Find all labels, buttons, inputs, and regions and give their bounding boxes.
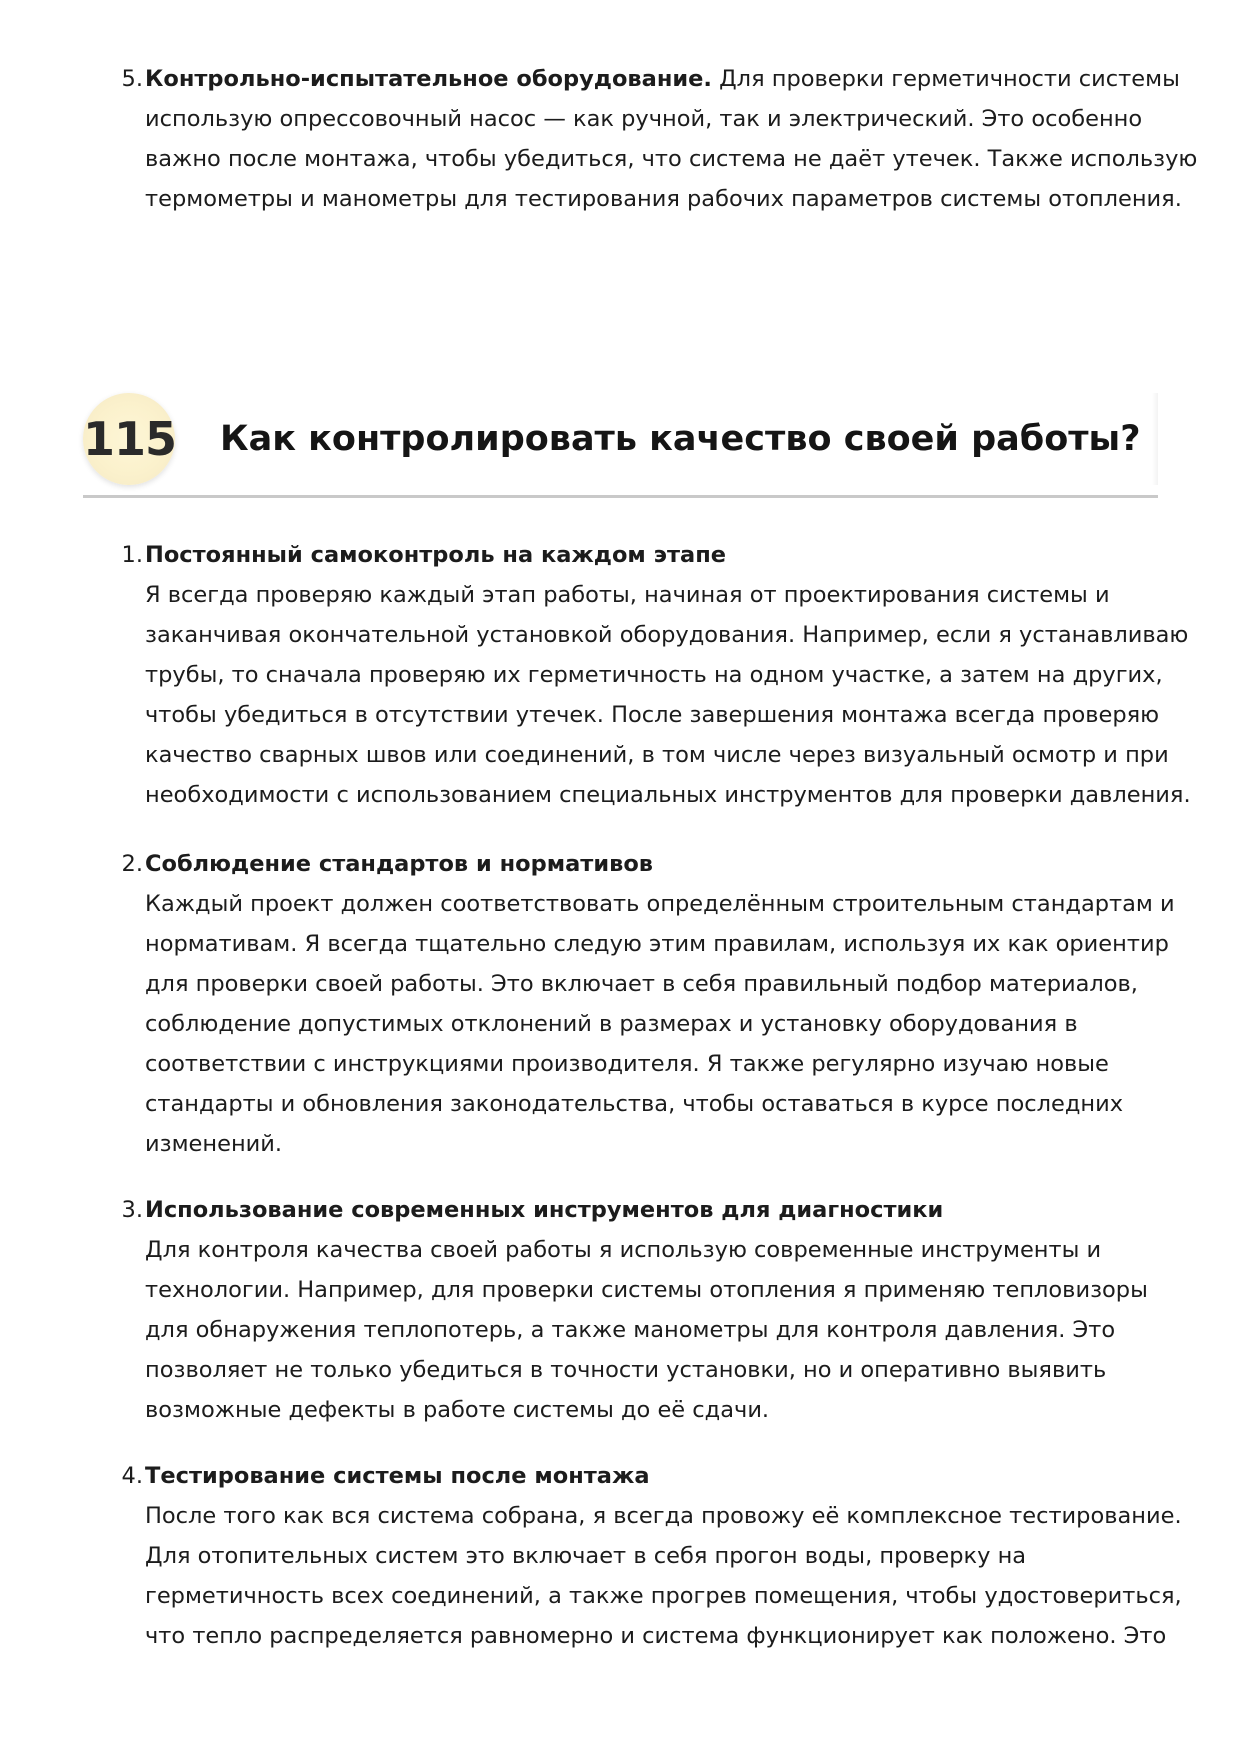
list-item-number: 3. xyxy=(121,1197,143,1223)
list-item-text: что тепло распределяется равномерно и система функционирует как положено. Это xyxy=(145,1623,1167,1649)
list-item-text: Каждый проект должен соответствовать определённым строительным стандартам и xyxy=(145,891,1175,917)
list-item-text: важно после монтажа, чтобы убедиться, что система не даёт утечек. Также использую xyxy=(145,146,1198,172)
list-item-text: технологии. Например, для проверки системы отопления я применяю тепловизоры xyxy=(145,1277,1148,1303)
list-item-number: 4. xyxy=(121,1463,143,1489)
list-item-first-line xyxy=(145,59,1180,99)
list-item xyxy=(121,1190,1165,1430)
list-item-text: После того как вся система собрана, я всегда провожу её комплексное тестирование. xyxy=(145,1503,1182,1529)
list-item-text: Для проверки герметичности системы xyxy=(711,66,1180,92)
section-divider xyxy=(83,495,1158,498)
list-item-title: Постоянный самоконтроль на каждом этапе xyxy=(145,542,727,568)
list-item-title: Тестирование системы после монтажа xyxy=(145,1463,650,1489)
list-item-text: чтобы убедиться в отсутствии утечек. После завершения монтажа всегда проверяю xyxy=(145,702,1160,728)
list-item-title: Контрольно-испытательное оборудование. xyxy=(145,66,712,92)
list-item-text: соблюдение допустимых отклонений в размерах и установку оборудования в xyxy=(145,1011,1078,1037)
list-item xyxy=(121,844,1175,1164)
list-item-text: возможные дефекты в работе системы до её сдачи. xyxy=(145,1397,770,1423)
list-item-text: соответствии с инструкциями производителя. Я также регулярно изучаю новые xyxy=(145,1051,1109,1077)
list-item xyxy=(121,535,1191,815)
section-title: Как контролировать качество своей работы? xyxy=(220,419,1141,459)
list-item-text: Для контроля качества своей работы я использую современные инструменты и xyxy=(145,1237,1102,1263)
list-item-text: трубы, то сначала проверяю их герметичность на одном участке, а затем на других, xyxy=(145,662,1163,688)
list-item-text: Для отопительных систем это включает в себя прогон воды, проверку на xyxy=(145,1543,1027,1569)
list-item-text: изменений. xyxy=(145,1131,283,1157)
list-item-text: необходимости с использованием специальных инструментов для проверки давления. xyxy=(145,782,1191,808)
list-item-number: 5. xyxy=(121,66,143,92)
list-item xyxy=(121,59,1198,219)
list-item-text: Я всегда проверяю каждый этап работы, начиная от проектирования системы и xyxy=(145,582,1110,608)
list-item-text: нормативам. Я всегда тщательно следую этим правилам, используя их как ориентир xyxy=(145,931,1169,957)
list-item-text: стандарты и обновления законодательства, чтобы оставаться в курсе последних xyxy=(145,1091,1124,1117)
list-item-text: позволяет не только убедиться в точности установки, но и оперативно выявить xyxy=(145,1357,1107,1383)
list-item-number: 1. xyxy=(121,542,143,568)
list-item-title: Использование современных инструментов для диагностики xyxy=(145,1197,944,1223)
list-item-text: для проверки своей работы. Это включает в себя правильный подбор материалов, xyxy=(145,971,1138,997)
list-item-title: Соблюдение стандартов и нормативов xyxy=(145,851,654,877)
list-item-text: герметичность всех соединений, а также прогрев помещения, чтобы удостовериться, xyxy=(145,1583,1182,1609)
list-item-text: термометры и манометры для тестирования рабочих параметров системы отопления. xyxy=(145,186,1182,212)
list-item xyxy=(121,1456,1182,1656)
section-header xyxy=(83,385,1158,500)
section-number: 115 xyxy=(83,412,177,466)
header-shade xyxy=(1152,393,1158,485)
list-item-number: 2. xyxy=(121,851,143,877)
list-item-text: использую опрессовочный насос — как ручной, так и электрический. Это особенно xyxy=(145,106,1143,132)
list-item-text: качество сварных швов или соединений, в том числе через визуальный осмотр и при xyxy=(145,742,1169,768)
list-item-text: для обнаружения теплопотерь, а также манометры для контроля давления. Это xyxy=(145,1317,1116,1343)
list-item-text: заканчивая окончательной установкой оборудования. Например, если я устанавливаю xyxy=(145,622,1189,648)
section-number-badge xyxy=(83,393,175,485)
